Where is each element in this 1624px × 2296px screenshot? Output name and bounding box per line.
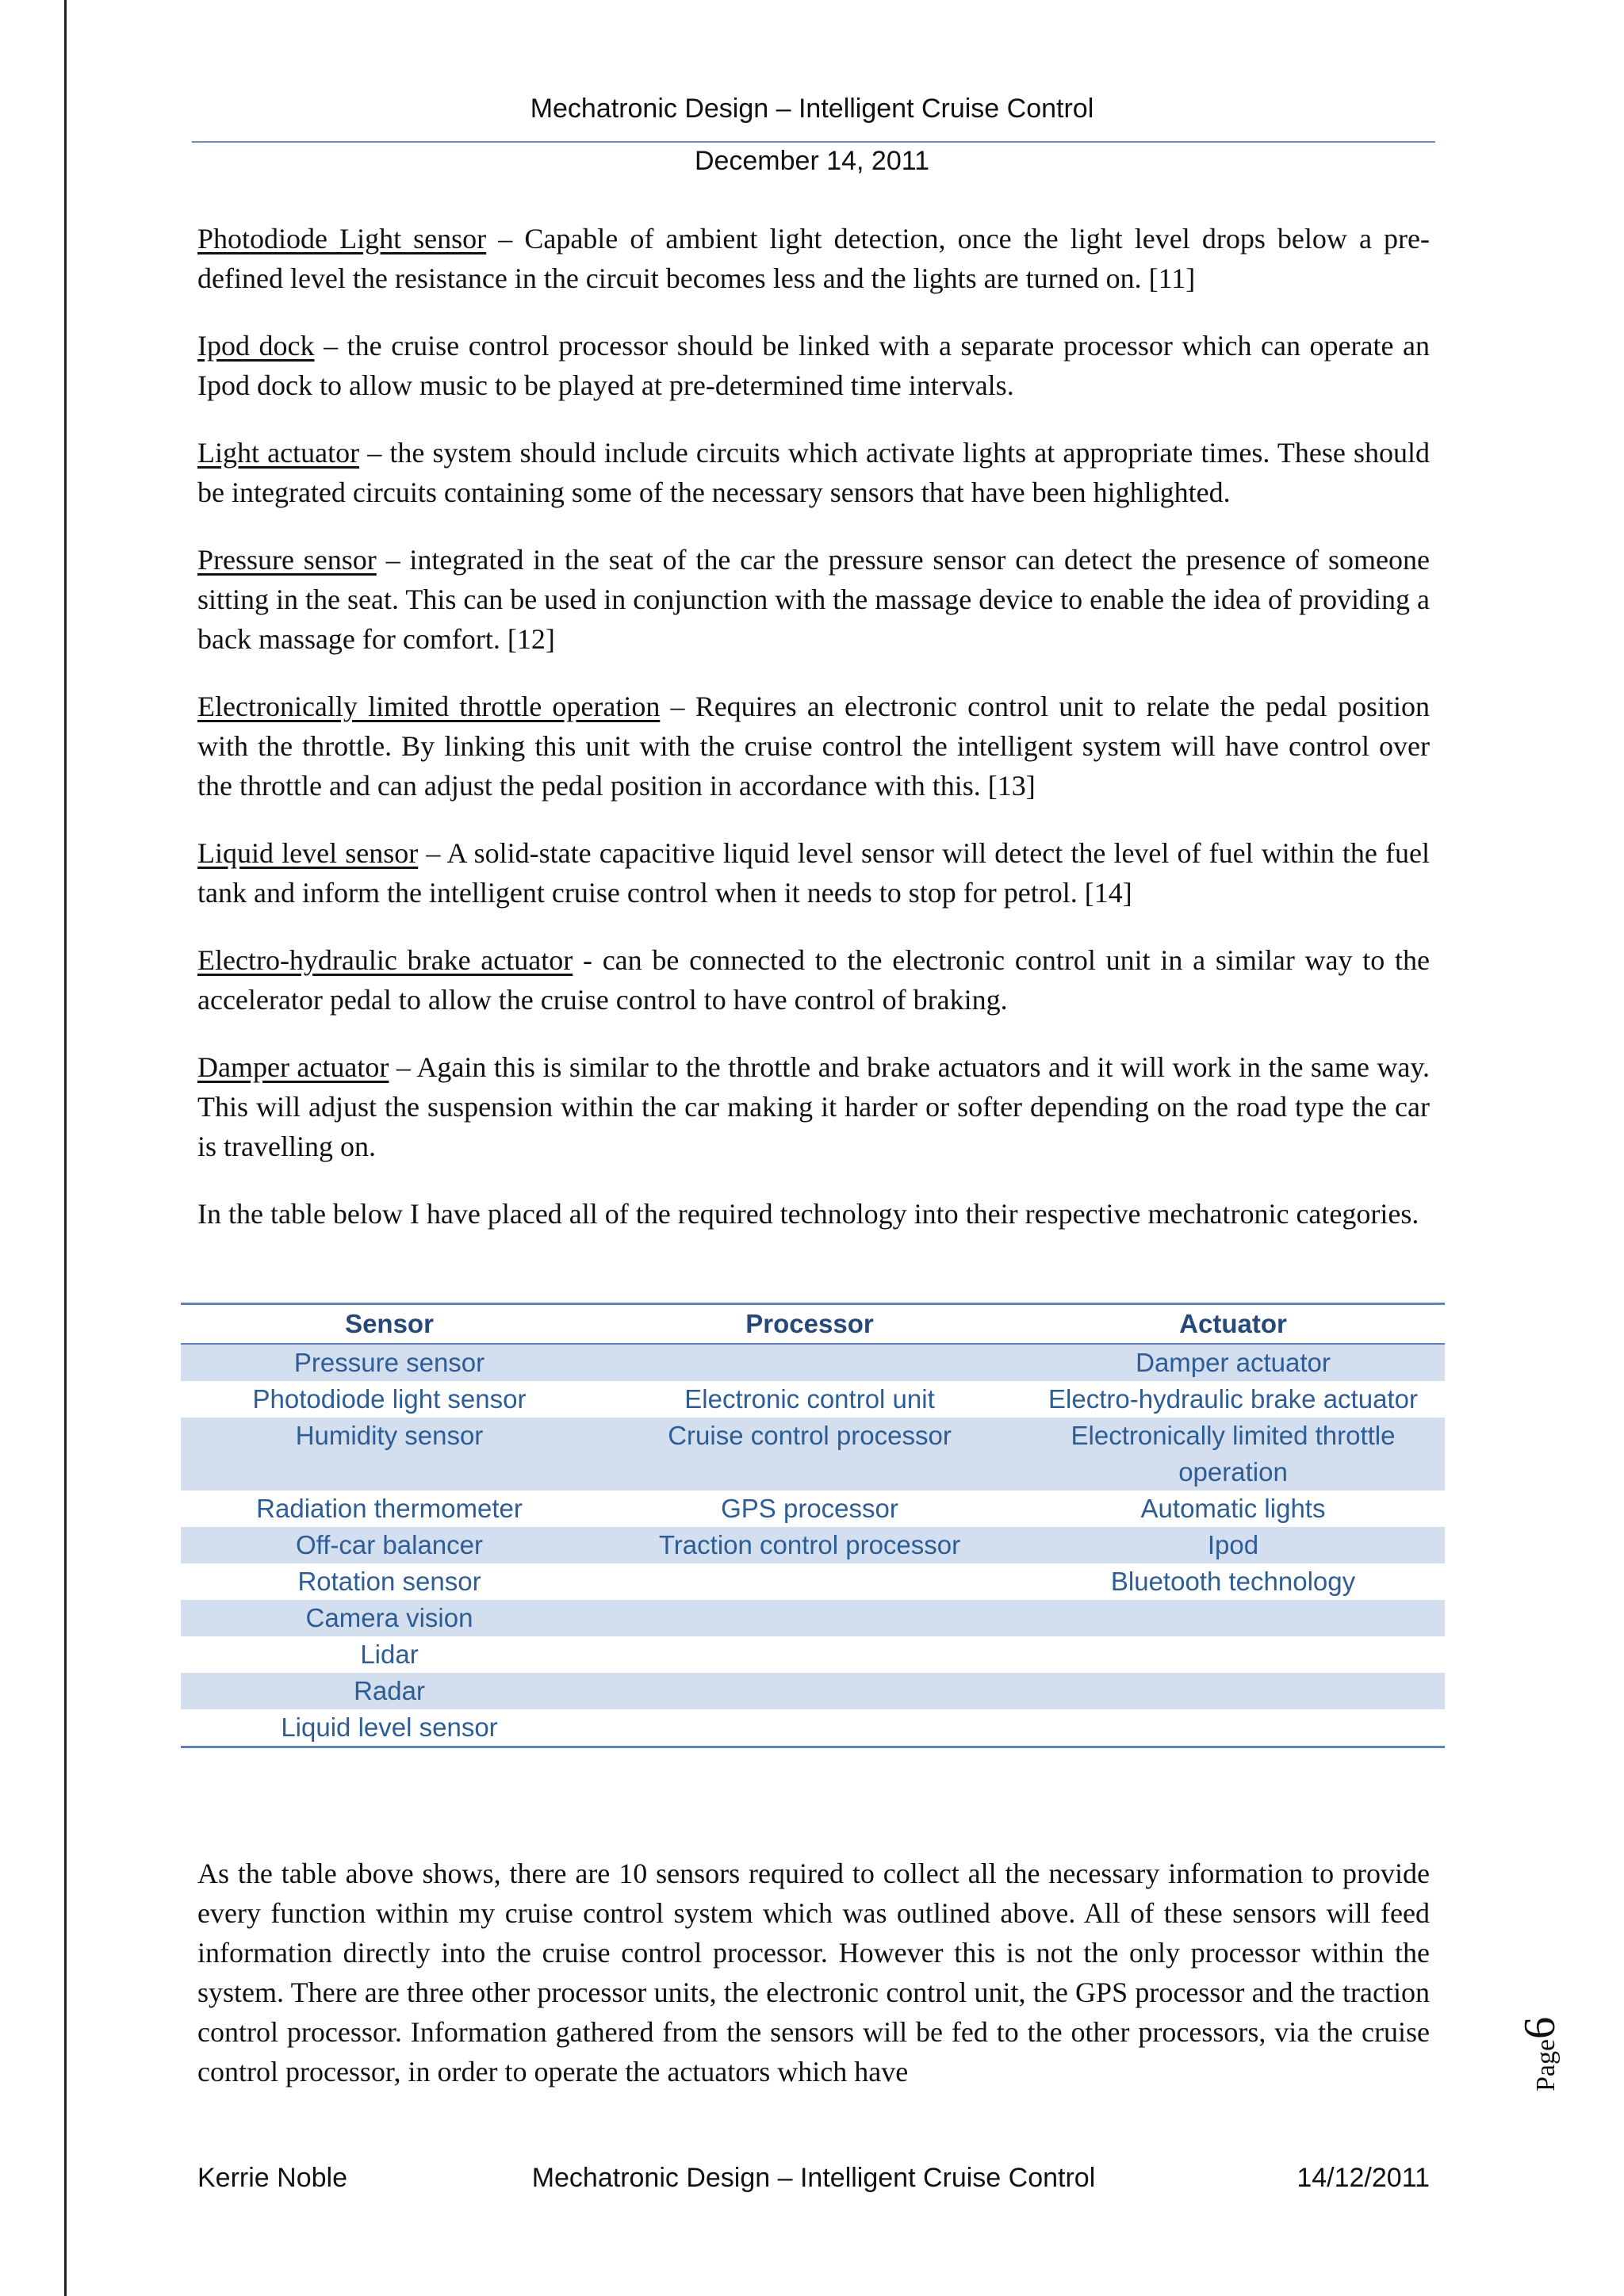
- table-row: [181, 1673, 1445, 1709]
- paragraph-text: – integrated in the seat of the car the pressure sensor can detect the presence of someone sitting in the seat. This can be used in conjunction with the massage device to enable the idea of providing a back massage for comfort. [12]: [197, 544, 1430, 655]
- paragraph: [197, 940, 1430, 1020]
- table-row: [181, 1344, 1445, 1381]
- table-row: [181, 1381, 1445, 1418]
- page-number: 6: [1515, 2016, 1565, 2039]
- table-cell: Humidity sensor: [181, 1418, 598, 1490]
- body-text: [197, 219, 1430, 1261]
- paragraph-text: In the table below I have placed all of the required technology into their respective mechatronic categories.: [197, 1198, 1419, 1230]
- column-header-actuator: Actuator: [1021, 1304, 1445, 1345]
- table-cell: [598, 1636, 1021, 1673]
- table-row: [181, 1527, 1445, 1563]
- table-row: [181, 1709, 1445, 1747]
- table-cell: [598, 1344, 1021, 1381]
- paragraph-text: - can be connected to the electronic control unit in a similar way to the accelerator pedal to allow the cruise control to have control of braking.: [197, 944, 1430, 1016]
- table-cell: Electro-hydraulic brake actuator: [1048, 1384, 1418, 1414]
- table-cell: Liquid level sensor: [181, 1709, 598, 1747]
- column-header-sensor: Sensor: [181, 1304, 598, 1345]
- paragraph-term: Pressure sensor: [197, 544, 377, 576]
- paragraph-term: Photodiode Light sensor: [197, 223, 487, 254]
- closing-paragraph: As the table above shows, there are 10 sensors required to collect all the necessary information to provide every function within my cruise control system which was outlined above. All of these sensors will feed information directly into the cruise control processor. However this is not the only processor within the system. There are three other processor units, the electronic control unit, the GPS processor and the traction control processor. Information gathered from the sensors will be fed to the other processors, via the cruise control processor, in order to operate the actuators which have: [197, 1858, 1430, 2087]
- table-row: [181, 1563, 1445, 1600]
- paragraph-term: Electro-hydraulic brake actuator: [197, 944, 573, 976]
- footer-author: Kerrie Noble: [197, 2163, 347, 2193]
- paragraph-text: – Capable of ambient light detection, once the light level drops below a pre-defined level the resistance in the circuit becomes less and the lights are turned on. [11]: [197, 223, 1430, 294]
- table-cell: Bluetooth technology: [1110, 1567, 1356, 1596]
- table-cell: [598, 1673, 1021, 1709]
- table-cell: [598, 1709, 1021, 1747]
- table-row: [181, 1636, 1445, 1673]
- paragraph-term: Light actuator: [197, 437, 360, 469]
- table-header-row: [181, 1304, 1445, 1345]
- table-cell: Traction control processor: [598, 1527, 1021, 1563]
- table-cell: [1021, 1673, 1445, 1709]
- table-row: [181, 1418, 1445, 1490]
- table-cell: [598, 1563, 1021, 1600]
- table-cell: [1021, 1636, 1445, 1673]
- paragraph-term: Electronically limited throttle operation: [197, 691, 661, 722]
- table-cell: [1021, 1600, 1445, 1636]
- footer-title: Mechatronic Design – Intelligent Cruise Control: [531, 2163, 1096, 2193]
- paragraph: [197, 219, 1430, 298]
- paragraph-term: Ipod dock: [197, 330, 315, 362]
- table-cell: Damper actuator: [1021, 1344, 1445, 1381]
- paragraph: [197, 833, 1430, 913]
- page-word: Page: [1531, 2038, 1561, 2091]
- table-cell: Lidar: [360, 1640, 419, 1669]
- header-rule: [192, 141, 1435, 143]
- paragraph-text: – Requires an electronic control unit to relate the pedal position with the throttle. By linking this unit with the cruise control the intelligent system will have control over the throttle and can adjust the pedal position in accordance with this. [13]: [197, 691, 1430, 802]
- table-cell: Camera vision: [181, 1600, 598, 1636]
- paragraph: [197, 687, 1430, 806]
- paragraph: [197, 433, 1430, 512]
- table-cell: Radar: [181, 1673, 598, 1709]
- table-row: [181, 1600, 1445, 1636]
- paragraph-term: Liquid level sensor: [197, 837, 419, 869]
- technology-table: [181, 1303, 1445, 1748]
- table-cell: Rotation sensor: [297, 1567, 481, 1596]
- table-cell: Ipod: [1021, 1527, 1445, 1563]
- table-cell: Electronically limited throttle operation: [1021, 1418, 1445, 1490]
- header-date: December 14, 2011: [694, 146, 930, 176]
- paragraph: [197, 1194, 1430, 1234]
- table-cell: [598, 1600, 1021, 1636]
- table-cell: Off-car balancer: [181, 1527, 598, 1563]
- footer-date: 14/12/2011: [1297, 2163, 1430, 2193]
- table-cell: Cruise control processor: [598, 1418, 1021, 1490]
- column-header-processor: Processor: [598, 1304, 1021, 1345]
- table-cell: Pressure sensor: [181, 1344, 598, 1381]
- table-cell: GPS processor: [721, 1494, 898, 1523]
- table: [181, 1303, 1445, 1748]
- paragraph: [197, 326, 1430, 405]
- paragraph: [197, 540, 1430, 659]
- paragraph-text: – A solid-state capacitive liquid level sensor will detect the level of fuel within the fuel tank and inform the intelligent cruise control when it needs to stop for petrol. [14]: [197, 837, 1430, 909]
- header-title: Mechatronic Design – Intelligent Cruise Control: [530, 94, 1094, 124]
- table-cell: Electronic control unit: [684, 1384, 935, 1414]
- table-row: [181, 1490, 1445, 1527]
- left-margin-line: [64, 0, 67, 2296]
- table-cell: Radiation thermometer: [256, 1494, 523, 1523]
- paragraph-text: – Again this is similar to the throttle and brake actuators and it will work in the same way. This will adjust the suspension within the car making it harder or softer depending on the road type the car is travelling on.: [197, 1051, 1431, 1162]
- table-cell: Automatic lights: [1140, 1494, 1326, 1523]
- page-number-rotated: [1515, 2017, 1565, 2091]
- paragraph-term: Damper actuator: [197, 1051, 389, 1083]
- page-number-label: [1515, 1998, 1565, 2093]
- table-cell: Photodiode light sensor: [252, 1384, 527, 1414]
- paragraph-text: – the system should include circuits which activate lights at appropriate times. These should be integrated circuits containing some of the necessary sensors that have been highlighted.: [197, 437, 1430, 508]
- paragraph-text: – the cruise control processor should be linked with a separate processor which can operate an Ipod dock to allow music to be played at pre-determined time intervals.: [197, 330, 1430, 401]
- table-cell: [1021, 1709, 1445, 1747]
- paragraph: [197, 1047, 1430, 1166]
